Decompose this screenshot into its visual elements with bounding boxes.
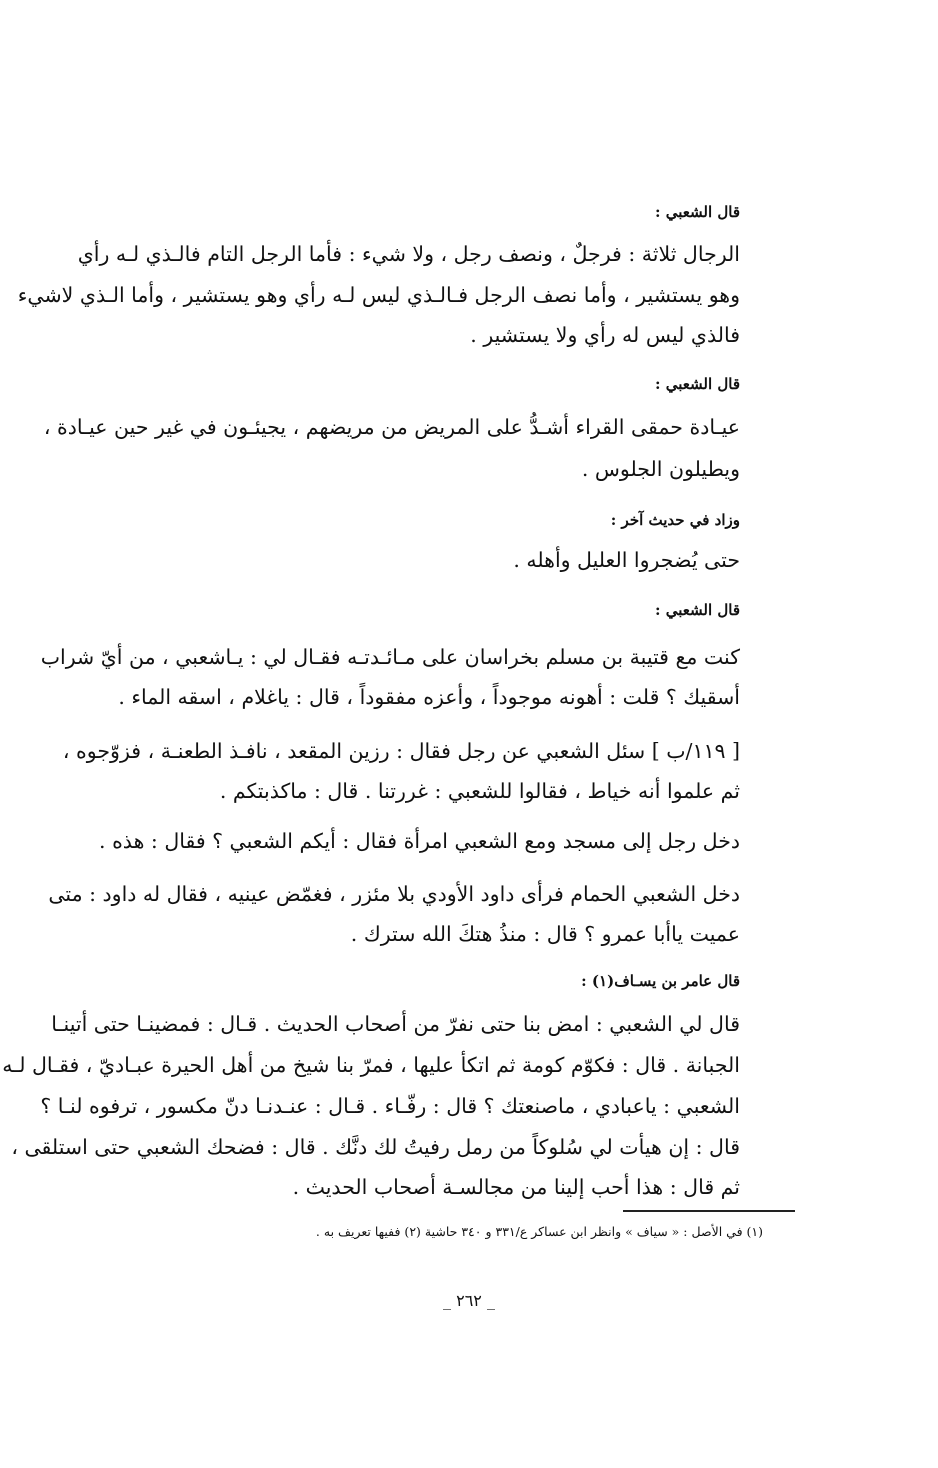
section-heading: قال الشعبي : bbox=[654, 203, 740, 221]
text-line: ثم علموا أنه خياط ، فقالوا للشعبي : غررتنا . قال : ماكذبتكم . bbox=[219, 779, 740, 803]
text-line: الشعبي : ياعبادي ، ماصنعتك ؟ قال : رفّـاء . قـال : عنـدنـا دنّ مكسور ، ترفوه لنـا ؟ bbox=[40, 1094, 740, 1118]
text-line: [ ١١٩/ب ] سئل الشعبي عن رجل فقال : رزين المقعد ، نافـذ الطعنـة ، فزوّجوه ، bbox=[62, 739, 740, 763]
section-heading: قال الشعبي : bbox=[654, 601, 740, 619]
text-line: وهو يستشير ، وأما نصف الرجل فـالـذي ليس لـه رأي وهو يستشير ، وأما الـذي لاشيء bbox=[17, 283, 740, 307]
text-line: ثم قال : هذا أحب إلينا من مجالسـة أصحاب الحديث . bbox=[292, 1175, 740, 1199]
text-line: دخل الشعبي الحمام فرأى داود الأودي بلا مئزر ، فغمّض عينيه ، فقال له داود : متى bbox=[48, 882, 740, 906]
text-line: فالذي ليس له رأي ولا يستشير . bbox=[470, 323, 740, 347]
text-line: دخل رجل إلى مسجد ومع الشعبي امرأة فقال : أيكم الشعبي ؟ فقال : هذه . bbox=[99, 829, 740, 853]
footnote-rule bbox=[623, 1210, 795, 1212]
footnote: (١) في الأصل : « سياف » وانظر ابن عساكر ع/٣٣١ و ٣٤٠ حاشية (٢) ففيها تعريف به . bbox=[315, 1224, 763, 1239]
text-line: ويطيلون الجلوس . bbox=[581, 457, 740, 481]
text-line: عيـادة حمقى القراء أشـدُّ على المريض من مريضهم ، يجيئـون في غير حين عيـادة ، bbox=[43, 415, 740, 439]
text-line: عميت ياأبا عمرو ؟ قال : منذُ هتكَ الله سترك . bbox=[350, 922, 740, 946]
text-line: حتى يُضجروا العليل وأهله . bbox=[513, 548, 740, 572]
page-number: _ ٢٦٢ _ bbox=[443, 1291, 495, 1310]
text-line: قال : إن هيأت لي سُلوكاً من رمل رفيتُ لك دنَّك . قال : فضحك الشعبي حتى استلقى ، bbox=[11, 1135, 740, 1159]
text-line: كنت مع قتيبة بن مسلم بخراسان على مـائـدتـه فقـال لي : يـاشعبي ، من أيّ شراب bbox=[40, 645, 740, 669]
text-line: الجبانة . قال : فكوّم كومة ثم اتكأ عليها ، فمرّ بنا شيخ من أهل الحيرة عبـاديّ ، فقـال لـه bbox=[2, 1053, 740, 1077]
text-line: قال لي الشعبي : امض بنا حتى نفرّ من أصحاب الحديث . قـال : فمضينـا حتى أتينـا bbox=[51, 1012, 740, 1036]
section-heading: قال الشعبي : bbox=[654, 375, 740, 393]
section-heading: قال عامر بن يسـاف(١) : bbox=[581, 972, 740, 990]
section-heading: وزاد في حديث آخر : bbox=[610, 511, 740, 529]
text-line: الرجال ثلاثة : فرجلٌ ، ونصف رجل ، ولا شيء : فأما الرجل التام فالـذي لـه رأي bbox=[77, 242, 740, 266]
text-line: أسقيك ؟ قلت : أهونه موجوداً ، وأعزه مفقوداً ، قال : ياغلام ، اسقه الماء . bbox=[118, 685, 740, 709]
